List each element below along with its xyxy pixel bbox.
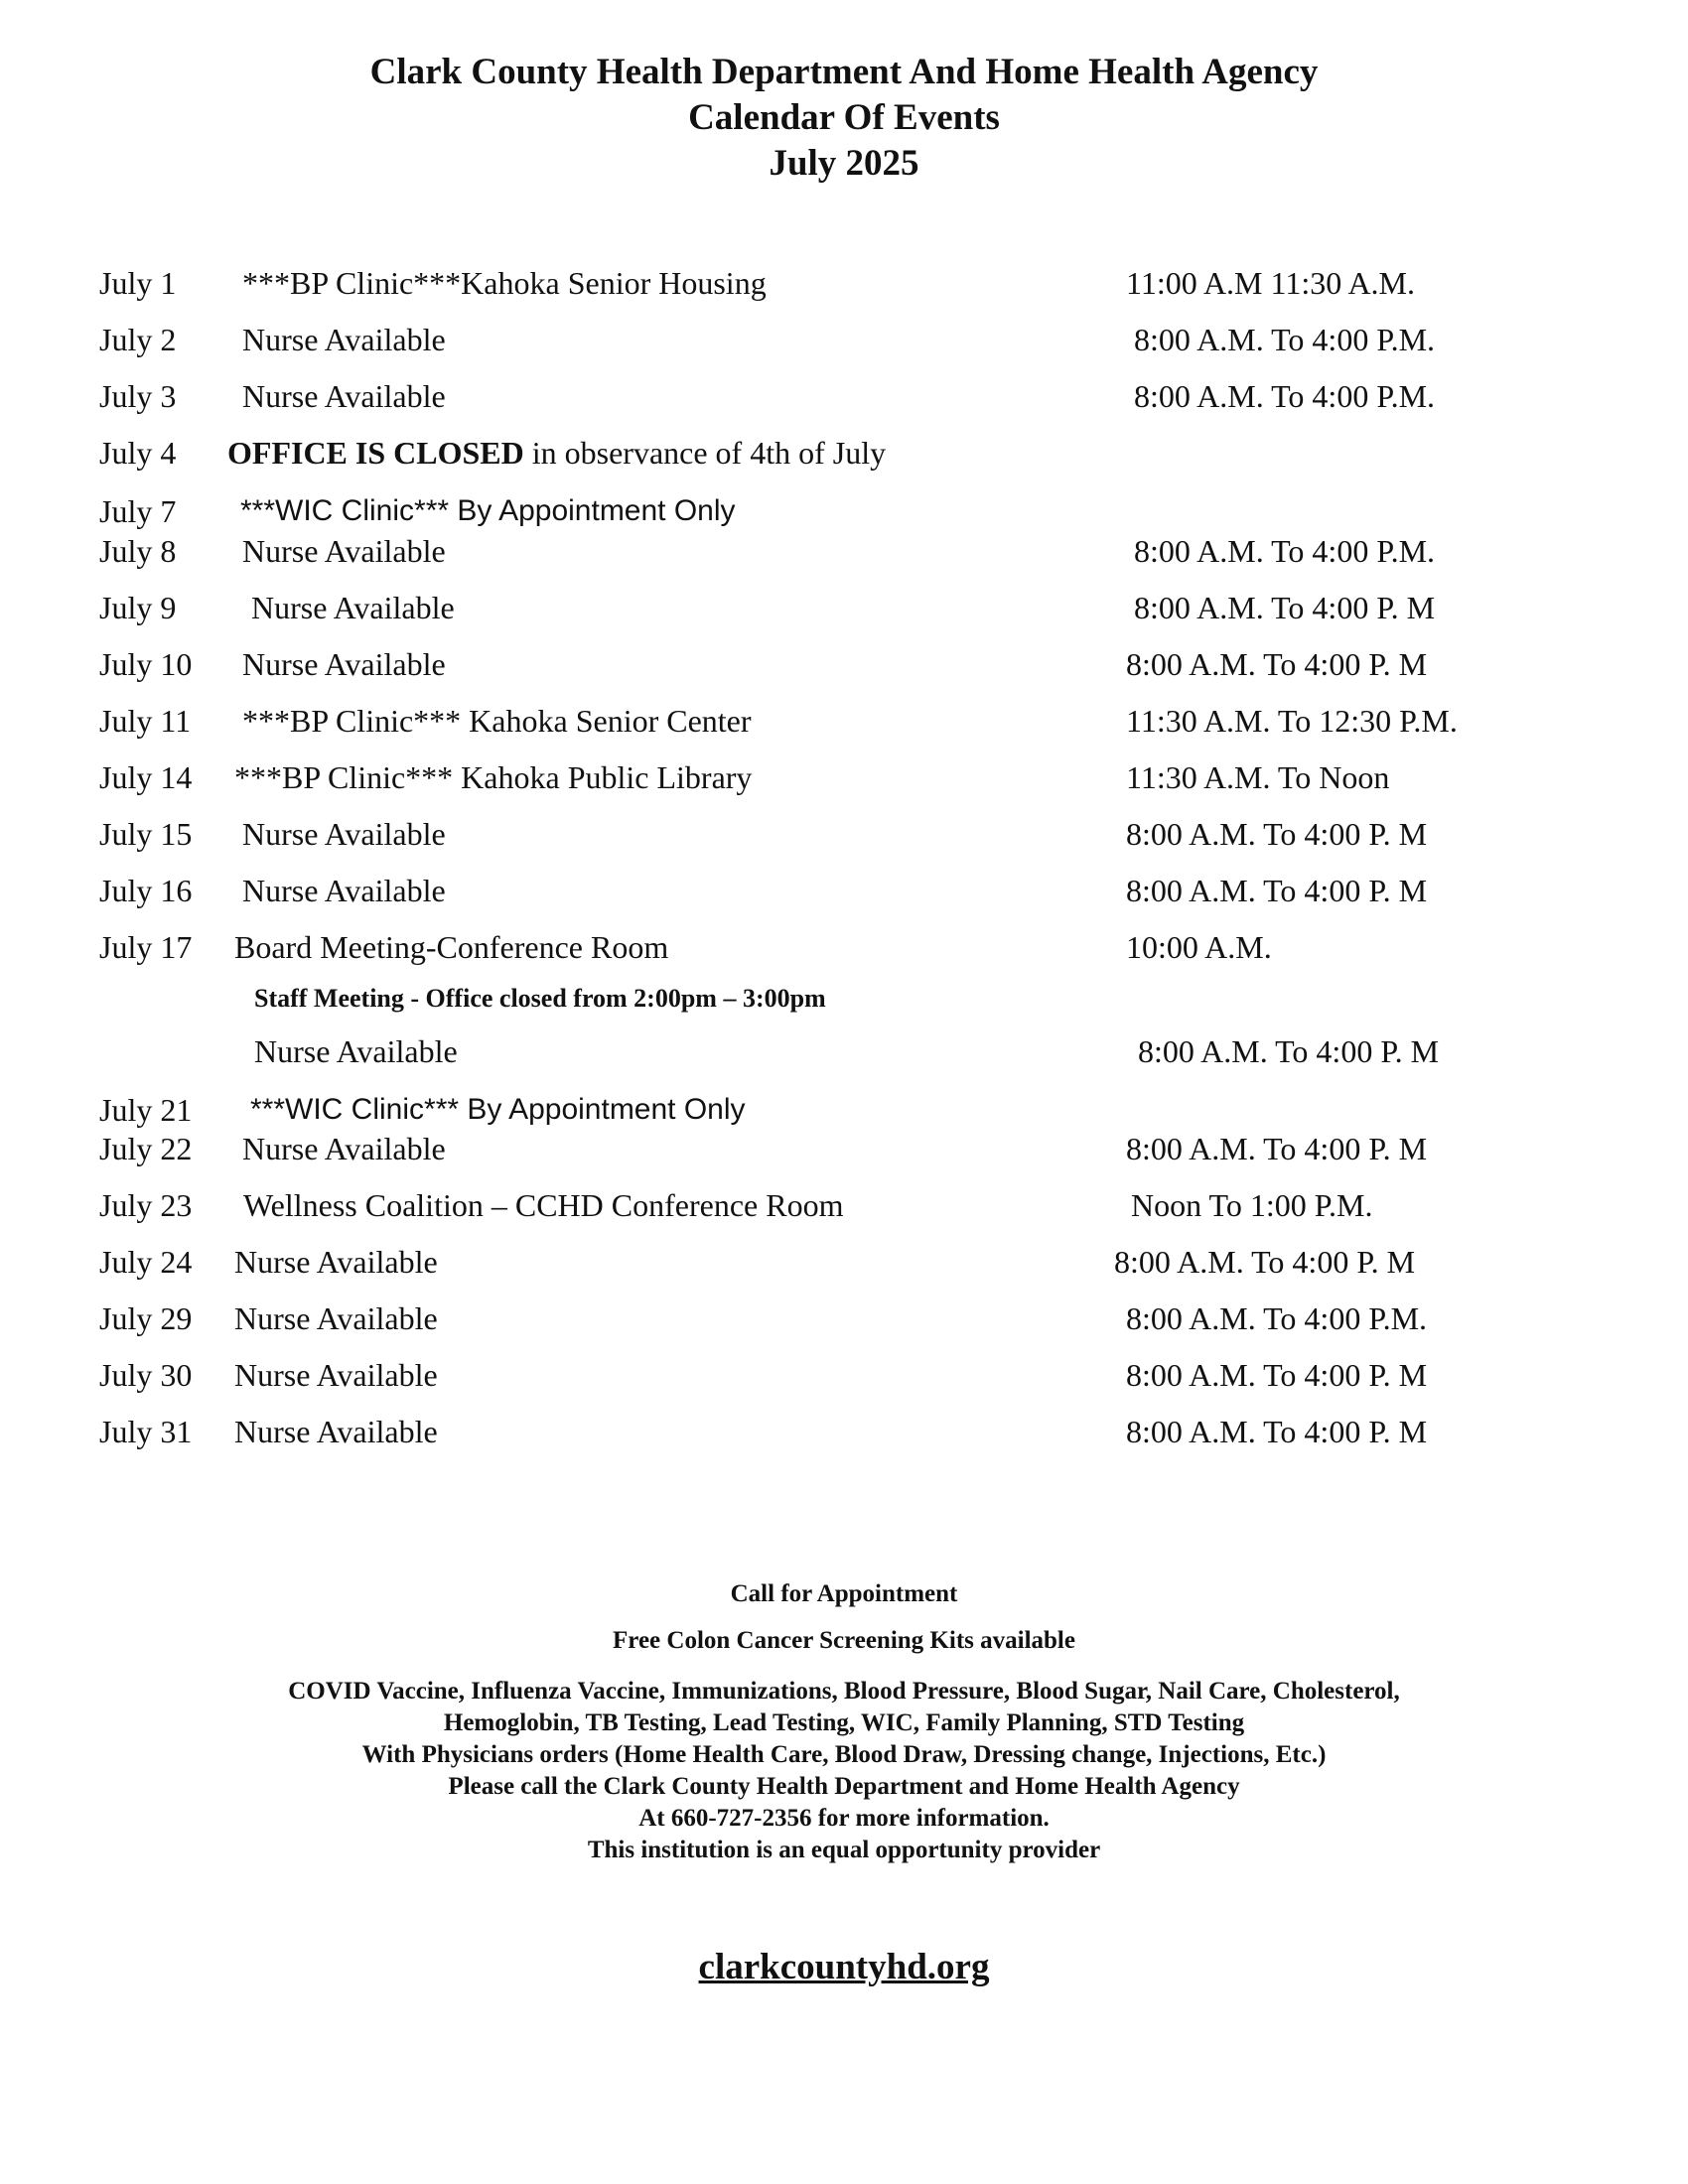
website-link[interactable]: clarkcountyhd.org bbox=[698, 1947, 990, 1987]
event-time: 11:30 A.M. To 12:30 P.M. bbox=[1126, 703, 1458, 739]
event-description: Nurse Available bbox=[234, 1357, 438, 1393]
event-date: July 24 bbox=[99, 1244, 193, 1280]
event-row bbox=[0, 1180, 1688, 1230]
event-date: July 23 bbox=[99, 1187, 193, 1223]
services-info bbox=[0, 1676, 1688, 1866]
month-title: July 2025 bbox=[769, 143, 919, 184]
event-time: 8:00 A.M. To 4:00 P.M. bbox=[1134, 378, 1436, 414]
event-date: July 4 bbox=[99, 435, 177, 471]
event-row bbox=[0, 752, 1688, 802]
services-line: Hemoglobin, TB Testing, Lead Testing, WIC, Family Planning, STD Testing bbox=[443, 1709, 1245, 1736]
event-description: Nurse Available bbox=[242, 322, 446, 357]
event-time: 8:00 A.M. To 4:00 P. M bbox=[1126, 1357, 1428, 1393]
event-description: ***BP Clinic*** Kahoka Public Library bbox=[234, 759, 753, 795]
event-date: July 3 bbox=[99, 378, 177, 414]
event-row bbox=[0, 639, 1688, 689]
phone-line: At 660-727-2356 for more information. bbox=[638, 1805, 1050, 1832]
staff-meeting-note: Staff Meeting - Office closed from 2:00pm – 3:00pm bbox=[254, 984, 826, 1013]
event-time: Noon To 1:00 P.M. bbox=[1131, 1187, 1373, 1223]
contact-line: Please call the Clark County Health Department and Home Health Agency bbox=[448, 1773, 1240, 1800]
event-row bbox=[0, 428, 1688, 478]
event-row bbox=[0, 526, 1688, 576]
event-description: Nurse Available bbox=[242, 816, 446, 852]
event-description: Nurse Available bbox=[254, 1033, 458, 1069]
event-row bbox=[0, 1026, 1688, 1076]
event-date: July 11 bbox=[99, 703, 192, 739]
equal-opportunity-line: This institution is an equal opportunity provider bbox=[587, 1837, 1101, 1863]
event-description: ***WIC Clinic*** By Appointment Only bbox=[240, 494, 736, 527]
event-row bbox=[0, 258, 1688, 308]
event-time: 11:30 A.M. To Noon bbox=[1126, 759, 1390, 795]
event-time: 8:00 A.M. To 4:00 P.M. bbox=[1134, 533, 1436, 569]
event-description: Wellness Coalition – CCHD Conference Room bbox=[243, 1187, 844, 1223]
event-date: July 7 bbox=[99, 493, 177, 529]
event-time: 11:00 A.M 11:30 A.M. bbox=[1126, 265, 1415, 301]
event-description bbox=[227, 428, 886, 478]
event-time: 8:00 A.M. To 4:00 P. M bbox=[1126, 816, 1428, 852]
event-date: July 17 bbox=[99, 929, 193, 965]
event-row bbox=[0, 1407, 1688, 1456]
agency-title: Clark County Health Department And Home Health Agency bbox=[369, 52, 1319, 92]
calendar-title: Calendar Of Events bbox=[688, 97, 1000, 138]
event-description: Nurse Available bbox=[242, 646, 446, 682]
physician-orders-line: With Physicians orders (Home Health Care, Blood Draw, Dressing change, Injections, Etc.) bbox=[361, 1741, 1327, 1768]
event-row bbox=[0, 315, 1688, 364]
event-row bbox=[0, 1124, 1688, 1173]
event-row bbox=[0, 1294, 1688, 1343]
event-date: July 14 bbox=[99, 759, 193, 795]
event-description: Nurse Available bbox=[242, 873, 446, 908]
event-date: July 9 bbox=[99, 590, 177, 625]
event-date: July 2 bbox=[99, 322, 177, 357]
event-description: Nurse Available bbox=[234, 1300, 438, 1336]
event-date: July 1 bbox=[99, 265, 177, 301]
event-row bbox=[0, 922, 1688, 972]
event-time: 8:00 A.M. To 4:00 P. M bbox=[1126, 646, 1428, 682]
event-description: ***BP Clinic***Kahoka Senior Housing bbox=[242, 265, 767, 301]
event-row bbox=[0, 696, 1688, 746]
event-description: ***BP Clinic*** Kahoka Senior Center bbox=[242, 703, 752, 739]
event-date: July 8 bbox=[99, 533, 177, 569]
event-date: July 22 bbox=[99, 1131, 193, 1166]
event-row bbox=[0, 809, 1688, 859]
event-row bbox=[0, 583, 1688, 632]
office-closed-reason: in observance of 4th of July bbox=[523, 435, 887, 471]
event-row bbox=[0, 371, 1688, 421]
event-time: 8:00 A.M. To 4:00 P.M. bbox=[1134, 322, 1436, 357]
event-time: 8:00 A.M. To 4:00 P. M bbox=[1138, 1033, 1440, 1069]
event-row bbox=[0, 1237, 1688, 1287]
event-time: 10:00 A.M. bbox=[1126, 929, 1272, 965]
event-description: ***WIC Clinic*** By Appointment Only bbox=[250, 1093, 746, 1126]
event-row bbox=[0, 1350, 1688, 1400]
event-description: Nurse Available bbox=[242, 1131, 446, 1166]
event-time: 8:00 A.M. To 4:00 P. M bbox=[1126, 873, 1428, 908]
event-time: 8:00 A.M. To 4:00 P. M bbox=[1114, 1244, 1416, 1280]
event-time: 8:00 A.M. To 4:00 P. M bbox=[1126, 1414, 1428, 1449]
event-description: Board Meeting-Conference Room bbox=[234, 929, 669, 965]
event-date: July 29 bbox=[99, 1300, 193, 1336]
services-line: COVID Vaccine, Influenza Vaccine, Immunizations, Blood Pressure, Blood Sugar, Nail Care, Cholesterol, bbox=[288, 1678, 1400, 1705]
event-time: 8:00 A.M. To 4:00 P. M bbox=[1134, 590, 1436, 625]
call-for-appointment: Call for Appointment bbox=[730, 1580, 958, 1607]
event-row bbox=[0, 866, 1688, 915]
event-date: July 30 bbox=[99, 1357, 193, 1393]
event-description: Nurse Available bbox=[251, 590, 455, 625]
event-date: July 15 bbox=[99, 816, 193, 852]
event-time: 8:00 A.M. To 4:00 P.M. bbox=[1126, 1300, 1428, 1336]
event-time: 8:00 A.M. To 4:00 P. M bbox=[1126, 1131, 1428, 1166]
screening-kits-note: Free Colon Cancer Screening Kits available bbox=[613, 1627, 1075, 1654]
event-description: Nurse Available bbox=[234, 1244, 438, 1280]
event-date: July 21 bbox=[99, 1092, 193, 1128]
event-date: July 16 bbox=[99, 873, 193, 908]
event-date: July 31 bbox=[99, 1414, 193, 1449]
document-header bbox=[0, 50, 1688, 187]
event-description: Nurse Available bbox=[242, 378, 446, 414]
event-description: Nurse Available bbox=[234, 1414, 438, 1449]
event-row bbox=[0, 974, 1688, 1024]
event-date: July 10 bbox=[99, 646, 193, 682]
event-description: Nurse Available bbox=[242, 533, 446, 569]
office-closed-label: OFFICE IS CLOSED bbox=[227, 435, 524, 471]
